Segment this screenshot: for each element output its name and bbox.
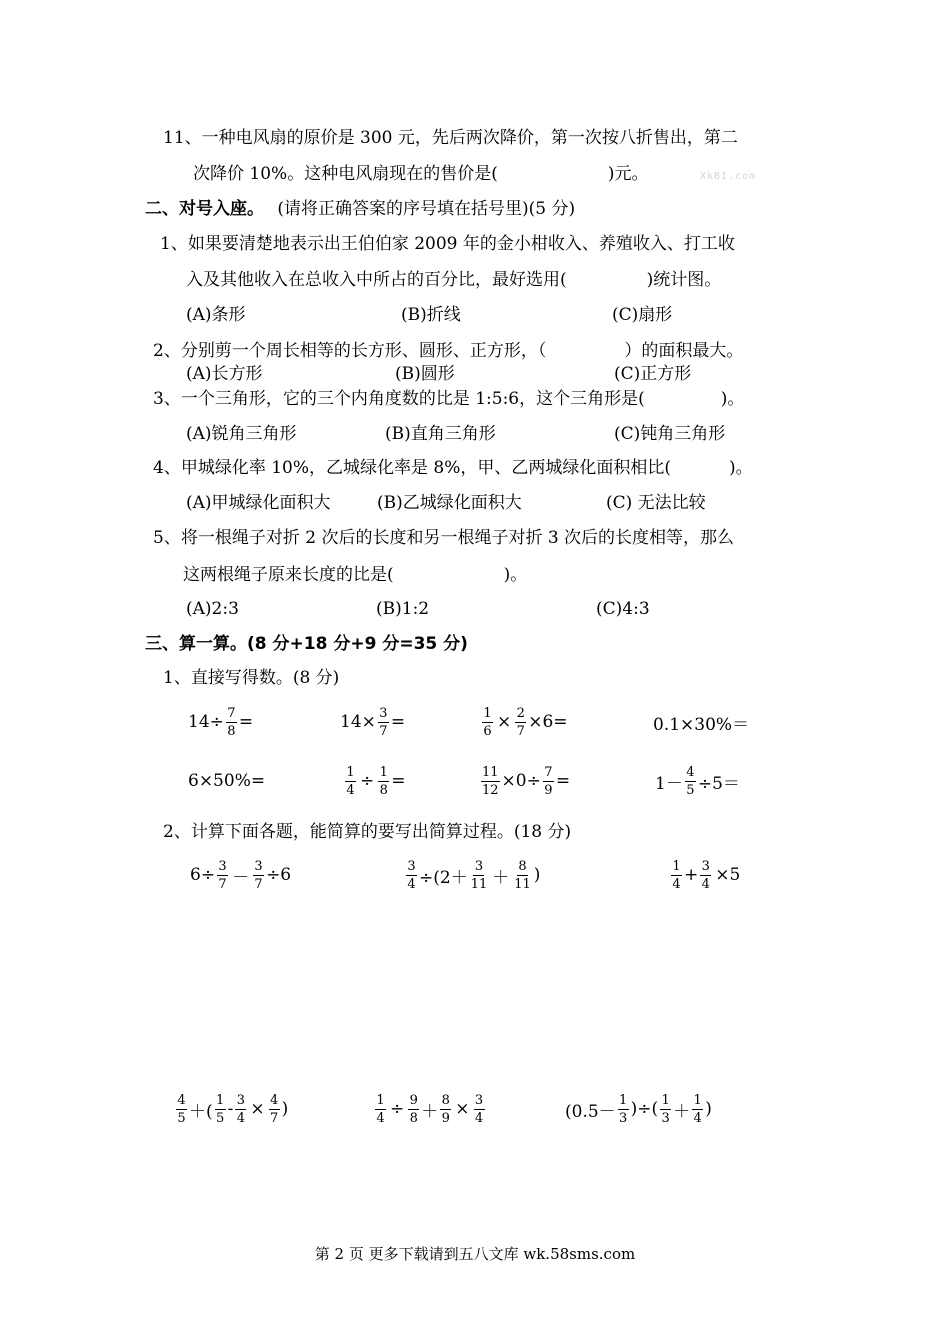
fraction: $\frac{1}{4}$ (346, 764, 355, 798)
expr-b-eq: = (390, 712, 406, 732)
s2-q2-option-b: (B)圆形 (395, 364, 455, 384)
s2-q5-option-b: (B)1:2 (376, 599, 430, 619)
s2-q2-option-a: (A)长方形 (186, 364, 263, 384)
expr-a-eq: = (238, 712, 254, 732)
s2-q5-line1: 5、将一根绳子对折 2 次后的长度和另一根绳子对折 3 次后的长度相等，那么 (153, 528, 735, 548)
s2-q2-line1-end: ）的面积最大。 (624, 341, 744, 361)
expr-k-op2: ×5 (715, 865, 741, 885)
fraction: $\frac{3}{4}$ (407, 858, 416, 892)
fraction: 1 3 (661, 1092, 670, 1126)
q11-line2-text: 次降价 10%。这种电风扇现在的售价是( (193, 164, 498, 184)
q11-line2 (193, 163, 648, 185)
s3-sub2: 2、计算下面各题，能简算的要写出简算过程。(18 分) (163, 822, 572, 842)
expr-j-op2: ＋ (492, 867, 510, 888)
expr-p-op3: × (455, 1099, 470, 1119)
expr-p-op2: ＋ (421, 1101, 439, 1122)
fraction: $\frac{8}{9}$ (441, 1092, 450, 1126)
expr-k-op: + (684, 865, 699, 885)
expr-i-op2: － (232, 867, 250, 888)
expr-l-op3: × (250, 1099, 265, 1119)
fraction: 1 4 (672, 858, 681, 892)
expr-j-op3: ) (533, 865, 541, 885)
fraction: $\frac{11}{12}$ (482, 764, 499, 798)
fraction: 4 5 (177, 1092, 186, 1126)
expr-f-eq: = (391, 771, 406, 791)
s2-q5-option-c: (C)4:3 (596, 599, 650, 619)
expr-h (655, 756, 740, 806)
expr-f-op: ÷ (360, 771, 375, 791)
expr-j (404, 850, 540, 900)
s2-q1-line1: 1、如果要清楚地表示出王伯伯家 2009 年的金小柑收入、养殖收入、打工收 (160, 234, 735, 254)
fraction: 3 11 (470, 858, 488, 892)
s2-q3-option-a: (A)锐角三角形 (186, 424, 297, 444)
expr-i (190, 850, 291, 900)
expr-l (174, 1084, 288, 1134)
expr-q (565, 1084, 712, 1134)
watermark: XkB1.com (700, 171, 757, 182)
s2-q1-option-b: (B)折线 (401, 305, 461, 325)
expr-p (373, 1084, 487, 1134)
section2-title: 二、对号入座。 (145, 199, 264, 219)
expr-g (479, 756, 570, 806)
s2-q5-line2-text: 这两根绳子原来长度的比是( (183, 565, 394, 585)
fraction: $\frac{4}{7}$ (270, 1092, 279, 1126)
section2-note: (请将正确答案的序号填在括号里)(5 分) (277, 199, 576, 219)
s2-q1-line2-end: )统计图。 (646, 270, 722, 290)
s3-sub1: 1、直接写得数。(8 分) (163, 668, 340, 688)
fraction: $\frac{4}{5}$ (686, 764, 695, 798)
expr-d-text: 0.1×30%＝ (653, 714, 750, 735)
expr-i-op: 6÷ (190, 865, 216, 885)
fraction: $\frac{3}{4}$ (236, 1092, 246, 1126)
s2-q1-option-c: (C)扇形 (612, 305, 673, 325)
section3-title: 三、算一算。(8 分+18 分+9 分=35 分) (145, 634, 468, 654)
fraction: $\frac{7}{8}$ (227, 705, 236, 739)
s2-q2-line1 (153, 340, 743, 362)
expr-q-op2: )÷( (630, 1099, 659, 1119)
page-footer: 第 2 页 更多下载请到五八文库 wk.58sms.com (314, 1245, 636, 1263)
fraction: $\frac{1}{8}$ (379, 764, 388, 798)
s2-q1-option-a: (A)条形 (186, 305, 246, 325)
s2-q3-line1-text: 3、一个三角形，它的三个内角度数的比是 1:5:6，这个三角形是( (153, 389, 645, 409)
fraction: $\frac{9}{8}$ (409, 1092, 418, 1126)
s2-q4-line1-end: )。 (729, 458, 753, 478)
s2-q5-line2 (183, 564, 527, 586)
expr-l-op2: - (227, 1099, 234, 1119)
s2-q4-line1-text: 4、甲城绿化率 10%，乙城绿化率是 8%，甲、乙两城绿化面积相比( (153, 458, 672, 478)
expr-q-op3: ＋ (673, 1101, 691, 1122)
fraction: $\frac{1}{4}$ (376, 1092, 385, 1126)
s2-q5-line2-end: )。 (503, 565, 528, 585)
fraction: 1 5 (216, 1092, 225, 1126)
s2-q2-line1-text: 2、分别剪一个周长相等的长方形、圆形、正方形，（ (153, 341, 547, 361)
s2-q1-line2-text: 入及其他收入在总收入中所占的百分比，最好选用( (186, 270, 567, 290)
section2-heading (145, 198, 575, 220)
expr-k (669, 850, 742, 900)
expr-p-op: ÷ (390, 1099, 405, 1119)
q11-line1: 11、一种电风扇的原价是 300 元，先后两次降价，第一次按八折售出，第二 (163, 128, 738, 148)
s2-q3-line1 (153, 388, 744, 410)
expr-e-text: 6×50%= (188, 771, 266, 791)
expr-b (340, 697, 405, 747)
fraction: $\frac{7}{9}$ (544, 764, 553, 798)
s2-q5-option-a: (A)2:3 (186, 599, 239, 619)
s2-q2-option-c: (C)正方形 (614, 364, 692, 384)
fraction: $\frac{1}{6}$ (483, 705, 492, 739)
expr-a-op: 14÷ (188, 712, 224, 732)
expr-a (188, 697, 253, 747)
s2-q3-option-b: (B)直角三角形 (385, 424, 496, 444)
s2-q3-option-c: (C)钝角三角形 (614, 424, 726, 444)
expr-f (343, 756, 406, 806)
fraction: 1 3 (619, 1092, 628, 1126)
expr-q-op4: ) (705, 1099, 712, 1119)
s2-q4-option-c: (C) 无法比较 (606, 493, 706, 513)
expr-c-op: × (497, 712, 512, 732)
fraction: $\frac{3}{4}$ (474, 1092, 484, 1126)
fraction: $\frac{3}{7}$ (254, 858, 263, 892)
expr-i-op3: ÷6 (266, 865, 292, 885)
expr-h-op: 1－ (655, 773, 683, 794)
fraction: $\frac{3}{7}$ (379, 705, 388, 739)
expr-l-op: ＋( (189, 1101, 213, 1122)
expr-q-op: (0.5－ (565, 1101, 616, 1122)
expr-c-op2: ×6= (528, 712, 568, 732)
expr-g-eq: = (555, 771, 571, 791)
expr-j-op: ÷(2＋ (419, 867, 468, 888)
fraction: $\frac{3}{4}$ (701, 858, 710, 892)
expr-c (480, 697, 568, 747)
fraction: 8 11 (514, 858, 531, 892)
fraction: 1 4 (693, 1092, 702, 1126)
expr-h-op2: ÷5＝ (697, 773, 740, 794)
s2-q4-option-b: (B)乙城绿化面积大 (377, 493, 522, 513)
expr-d (653, 697, 749, 747)
s2-q4-option-a: (A)甲城绿化面积大 (186, 493, 331, 513)
s2-q4-line1 (153, 457, 753, 479)
fraction: $\frac{3}{7}$ (218, 858, 227, 892)
expr-l-op4: ) (281, 1099, 289, 1119)
s2-q3-line1-end: )。 (720, 389, 745, 409)
s2-q1-line2 (186, 269, 721, 291)
expr-b-op: 14× (340, 712, 376, 732)
expr-g-op: ×0÷ (501, 771, 541, 791)
q11-line2-end: )元。 (607, 164, 649, 184)
expr-e (188, 756, 265, 806)
fraction: $\frac{2}{7}$ (516, 705, 525, 739)
